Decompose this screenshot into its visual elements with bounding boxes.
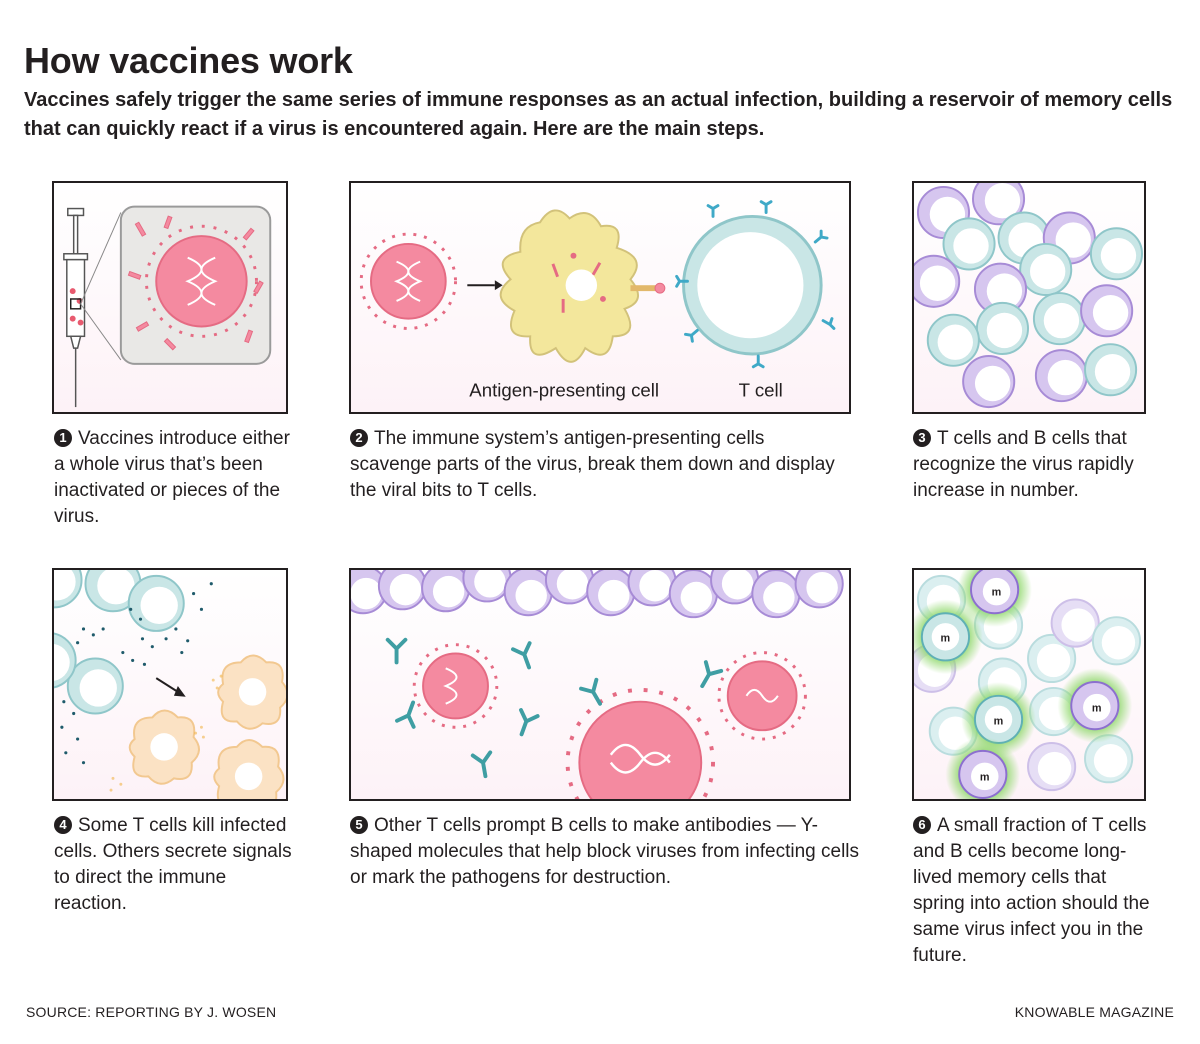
b-cell-icon bbox=[379, 570, 426, 609]
step-6-text: A small fraction of T cells and B cells become long-lived memory cells that spring into action should the same virus infect you in the future. bbox=[913, 815, 1150, 966]
syringe-icon bbox=[64, 209, 121, 408]
memory-cell-icon bbox=[1058, 668, 1133, 743]
b-cell-icon bbox=[711, 570, 758, 603]
virus-icon bbox=[361, 234, 455, 328]
b-cell-icon bbox=[505, 570, 552, 615]
t-cell-icon bbox=[54, 570, 82, 607]
apc-label: Antigen-presenting cell bbox=[469, 379, 660, 401]
antibody-icon bbox=[695, 662, 722, 690]
b-cell-icon bbox=[796, 570, 843, 607]
step-3-caption bbox=[913, 426, 1158, 504]
antibody-icon bbox=[581, 680, 608, 708]
t-cell-label: T cell bbox=[738, 379, 783, 401]
b-cell-icon bbox=[629, 570, 676, 605]
panel-5-illustration bbox=[351, 570, 849, 799]
antibody-icon bbox=[388, 640, 406, 663]
infected-cell-icon bbox=[218, 656, 286, 729]
b-cell-icon bbox=[587, 570, 634, 615]
antigen-presenting-cell-icon bbox=[501, 210, 665, 361]
t-cell-icon bbox=[1085, 344, 1136, 395]
publisher-credit: KNOWABLE MAGAZINE bbox=[1014, 1004, 1174, 1020]
arrow-icon bbox=[156, 678, 185, 697]
t-cell-icon bbox=[977, 303, 1028, 354]
b-cell-icon bbox=[422, 570, 469, 611]
b-cell-row bbox=[351, 570, 843, 617]
step-4-caption bbox=[54, 813, 302, 917]
antibody-icon bbox=[397, 700, 421, 727]
step-4-text: Some T cells kill infected cells. Others secrete signals to direct the immune reaction. bbox=[54, 815, 292, 914]
panel-1-illustration bbox=[54, 183, 286, 412]
panel-6-memory-cells bbox=[912, 568, 1146, 801]
virus-icon bbox=[568, 690, 713, 799]
panel-2-antigen-presentation bbox=[349, 181, 851, 414]
arrow-right-icon bbox=[467, 280, 502, 290]
b-cell-icon bbox=[963, 356, 1014, 407]
panel-6-illustration bbox=[914, 570, 1144, 799]
step-2-text: The immune system’s antigen-presenting cells scavenge parts of the virus, break them down and display the viral bits to T cells. bbox=[350, 428, 835, 501]
b-cell-icon bbox=[752, 570, 799, 617]
t-cell-icon bbox=[928, 315, 979, 366]
t-cell-icon bbox=[68, 658, 123, 713]
b-cell-icon bbox=[1036, 350, 1087, 401]
memory-marker: m bbox=[991, 586, 1002, 599]
virus-icon bbox=[414, 645, 497, 728]
step-3-text: T cells and B cells that recognize the virus rapidly increase in number. bbox=[913, 428, 1134, 501]
panel-3-illustration bbox=[914, 183, 1144, 412]
infected-cell-icon bbox=[130, 711, 199, 784]
t-cell-icon bbox=[677, 202, 834, 367]
t-cell-icon bbox=[1091, 228, 1142, 279]
memory-marker: m bbox=[979, 771, 990, 784]
memory-marker: m bbox=[993, 715, 1004, 728]
t-cell-icon bbox=[129, 576, 184, 631]
antibody-icon bbox=[513, 710, 537, 737]
panel-2-illustration bbox=[351, 183, 849, 412]
panel-4-killer-t-cells bbox=[52, 568, 288, 801]
t-cell-icon bbox=[1093, 617, 1140, 664]
page-title: How vaccines work bbox=[24, 40, 353, 81]
step-3-number: 3 bbox=[913, 429, 931, 447]
virus-icon bbox=[719, 653, 805, 739]
antibody-icon bbox=[473, 752, 494, 777]
step-6-number: 6 bbox=[913, 816, 931, 834]
step-2-number: 2 bbox=[350, 429, 368, 447]
step-1-number: 1 bbox=[54, 429, 72, 447]
step-5-text: Other T cells prompt B cells to make antibodies — Y-shaped molecules that help block viruses from infecting cells or mark the pathogens for destruction. bbox=[350, 815, 860, 888]
t-cell-icon bbox=[1034, 293, 1085, 344]
t-cell-icon bbox=[1020, 244, 1071, 295]
infected-cell-icon bbox=[214, 740, 283, 799]
b-cell-icon bbox=[914, 256, 959, 307]
source-credit: SOURCE: REPORTING BY J. WOSEN bbox=[26, 1004, 277, 1020]
step-6-caption bbox=[913, 813, 1163, 969]
antibody-icon bbox=[513, 643, 537, 670]
memory-marker: m bbox=[1091, 702, 1102, 715]
b-cell-icon bbox=[1028, 743, 1075, 790]
step-1-caption bbox=[54, 426, 294, 530]
page-subtitle: Vaccines safely trigger the same series of immune responses as an actual infection, building a reservoir of memory cells that can quickly react if a virus is encountered again. Here are the main steps. bbox=[24, 89, 1173, 140]
step-4-number: 4 bbox=[54, 816, 72, 834]
step-5-caption bbox=[350, 813, 860, 891]
b-cell-icon bbox=[1081, 285, 1132, 336]
b-cell-icon bbox=[1052, 599, 1099, 646]
step-2-caption bbox=[350, 426, 850, 504]
b-cell-icon bbox=[463, 570, 510, 601]
panel-3-cell-proliferation bbox=[912, 181, 1146, 414]
step-5-number: 5 bbox=[350, 816, 368, 834]
panel-1-vaccine-injection bbox=[52, 181, 288, 414]
step-1-text: Vaccines introduce either a whole virus that’s been inactivated or pieces of the virus. bbox=[54, 428, 290, 527]
memory-marker: m bbox=[940, 632, 951, 645]
b-cell-icon bbox=[546, 570, 593, 603]
panel-4-illustration bbox=[54, 570, 286, 799]
panel-5-antibodies bbox=[349, 568, 851, 801]
b-cell-icon bbox=[670, 570, 717, 617]
